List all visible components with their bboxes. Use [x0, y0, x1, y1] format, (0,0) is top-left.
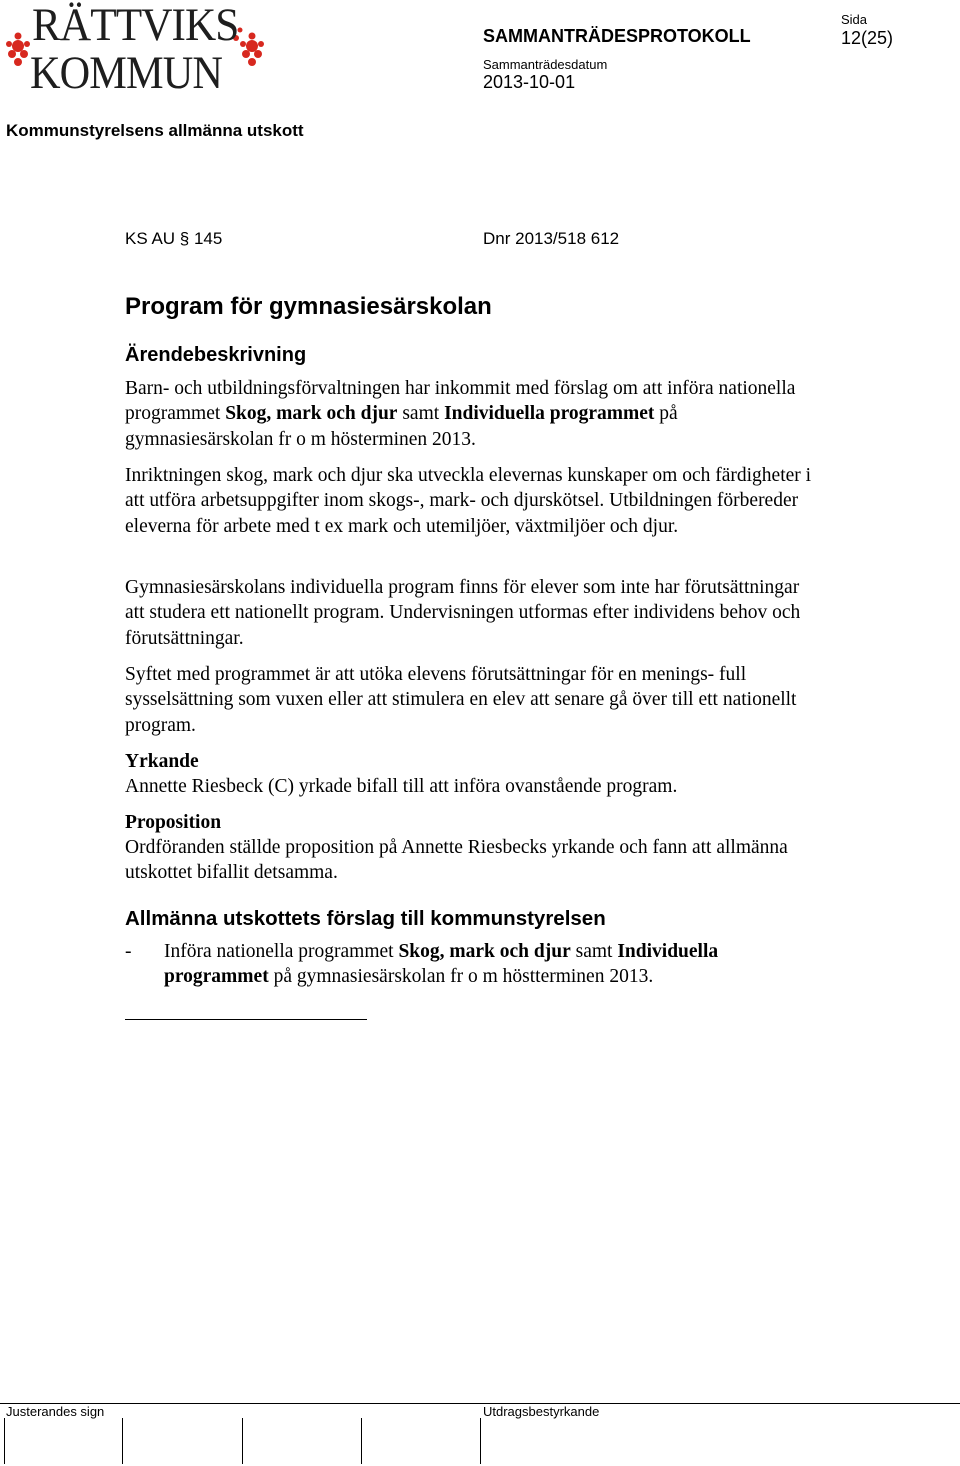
signature-box-divider	[122, 1418, 123, 1464]
description-paragraph-2: Inriktningen skog, mark och djur ska utveckla elevernas kunskaper om och färdigheter i att utföra arbetsuppgifter inom skogs-, mark- och djurskötsel. Utbildningen förbereder eleverna för arbete med t ex mark och utemiljöer, växtmiljöer och djur.	[125, 465, 812, 537]
signature-box-divider	[242, 1418, 243, 1464]
signature-box-divider	[361, 1418, 362, 1464]
utdragsbestyrkande-label: Utdragsbestyrkande	[483, 1404, 600, 1419]
page-number: 12(25)	[841, 28, 894, 48]
text-span: samt	[570, 941, 618, 962]
diary-number: Dnr 2013/518 612	[483, 229, 620, 248]
text-span: samt	[397, 403, 445, 425]
municipality-logo	[4, 2, 266, 100]
case-reference: KS AU § 145	[125, 229, 223, 248]
document-type: SAMMANTRÄDESPROTOKOLL	[483, 26, 751, 46]
logo-line-rattviks: RÄTTVIKS	[32, 0, 239, 51]
committee-name: Kommunstyrelsens allmänna utskott	[6, 121, 304, 140]
text-span: Införa nationella programmet	[164, 941, 399, 962]
text-span: på gymnasiesärskolan fr o m höstterminen 2013.	[268, 966, 654, 988]
logo-line-kommun: KOMMUN	[30, 47, 223, 99]
motion-heading: Yrkande	[125, 751, 199, 772]
page-title: Program för gymnasiesärskolan	[125, 293, 492, 320]
program-name-bold: Individuella programmet	[444, 403, 655, 425]
proposition-heading: Proposition	[125, 812, 222, 833]
meeting-date-label: Sammanträdesdatum	[483, 57, 608, 72]
proposition-text: Ordföranden ställde proposition på Annette Riesbecks yrkande och fann att allmänna utskottet bifallit detsamma.	[125, 837, 788, 884]
justerandes-sign-label: Justerandes sign	[6, 1404, 105, 1419]
signature-box-divider	[4, 1418, 5, 1464]
text-span: Barn- och utbildningsförvaltningen har inkommit med förslag om att införa nationella programmet	[125, 378, 796, 425]
description-heading: Ärendebeskrivning	[125, 344, 307, 366]
list-dash: -	[125, 941, 132, 962]
description-paragraph-1	[125, 376, 815, 452]
program-name-bold: Individuella programmet	[164, 941, 719, 988]
footer-rule	[0, 1403, 960, 1404]
proposal-heading: Allmänna utskottets förslag till kommunstyrelsen	[125, 907, 606, 930]
description-paragraph-4: Syftet med programmet är att utöka elevens förutsättningar för en menings- full sysselsättning som vuxen eller att stimulera en elev att senare gå över till ett nationellt program.	[125, 664, 797, 736]
proposal-list-item	[164, 939, 824, 990]
description-paragraph-3: Gymnasiesärskolans individuella program finns för elever som inte har förutsättningar att studera ett nationellt program. Undervisningen utformas efter individens behov och förutsättningar.	[125, 577, 801, 649]
meeting-date: 2013-10-01	[483, 72, 576, 92]
motion-text: Annette Riesbeck (C) yrkade bifall till att införa ovanstående program.	[125, 776, 678, 797]
section-end-rule	[125, 1019, 367, 1020]
page-label: Sida	[841, 12, 868, 27]
text-span: på gymnasiesärskolan fr o m hösterminen 2013.	[125, 403, 678, 450]
signature-box-divider	[480, 1418, 481, 1464]
program-name-bold: Skog, mark och djur	[225, 403, 398, 425]
program-name-bold: Skog, mark och djur	[398, 941, 571, 962]
